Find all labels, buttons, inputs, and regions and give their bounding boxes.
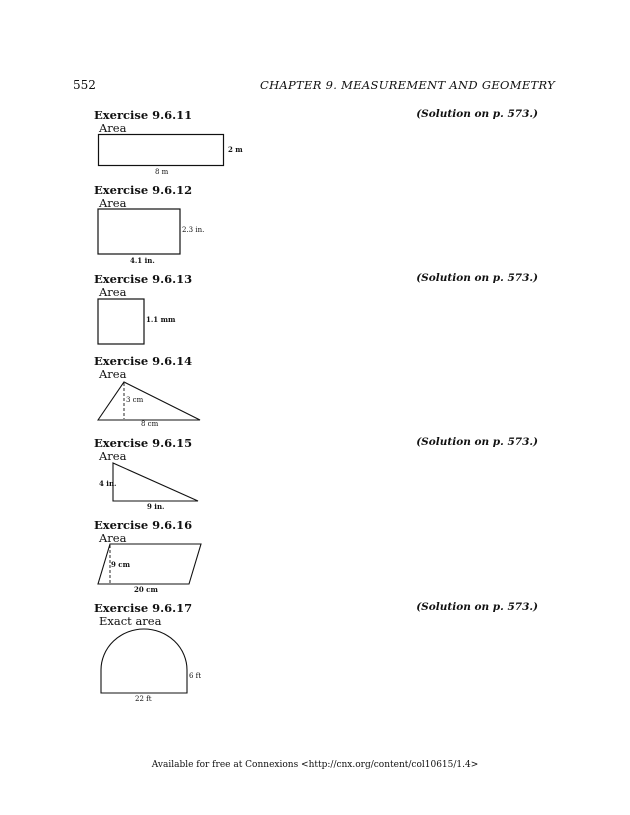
figure-right-triangle-9in (97, 462, 207, 514)
height-label: 2 m (228, 145, 243, 154)
exercise-title: Exercise 9.6.12 (94, 183, 193, 197)
figure-square-1-1mm (97, 298, 207, 346)
exercise-prompt: Area (99, 531, 127, 545)
height-label: 9 cm (111, 560, 130, 569)
solution-link[interactable]: (Solution on p. 573.) (416, 601, 538, 613)
rectangle-shape (97, 133, 257, 178)
rectangle-shape (97, 208, 227, 268)
exercise-title: Exercise 9.6.13 (94, 272, 193, 286)
exercise-title: Exercise 9.6.17 (94, 601, 193, 615)
exercise-9-6-11 (94, 108, 538, 135)
page-number: 552 (73, 78, 96, 92)
exercise-prompt: Area (99, 285, 127, 299)
exercise-9-6-13 (94, 272, 538, 299)
solution-link[interactable]: (Solution on p. 573.) (416, 108, 538, 120)
base-label: 9 in. (147, 502, 165, 511)
exercise-title: Exercise 9.6.14 (94, 354, 193, 368)
exercise-prompt: Exact area (99, 614, 162, 628)
arch-shape (97, 628, 217, 710)
height-label: 4 in. (99, 479, 117, 488)
figure-semicircle-rectangle (97, 628, 217, 710)
height-label: 3 cm (126, 396, 144, 404)
width-label: 4.1 in. (130, 256, 155, 265)
exercise-prompt: Area (99, 367, 127, 381)
base-label: 20 cm (134, 585, 158, 594)
exercise-prompt: Area (99, 121, 127, 135)
exercise-9-6-16 (94, 518, 538, 545)
exercise-9-6-12 (94, 183, 538, 210)
exercise-9-6-14 (94, 354, 538, 381)
solution-link[interactable]: (Solution on p. 573.) (416, 436, 538, 448)
figure-triangle-8cm (97, 378, 207, 430)
figure-rectangle-4-1in (97, 208, 227, 268)
figure-rectangle-8m (97, 133, 257, 178)
height-label: 6 ft (189, 672, 202, 680)
exercise-9-6-17 (94, 601, 538, 628)
side-label: 1.1 mm (146, 315, 176, 324)
height-label: 2.3 in. (182, 226, 205, 234)
footer-availability: Available for free at Connexions <http://cnx.org/content/col10615/1.4> (151, 760, 479, 770)
figure-parallelogram-20cm (97, 543, 207, 595)
exercise-title: Exercise 9.6.11 (94, 108, 193, 122)
exercise-prompt: Area (99, 196, 127, 210)
running-head: CHAPTER 9. MEASUREMENT AND GEOMETRY (259, 78, 555, 92)
exercise-9-6-15 (94, 436, 538, 463)
solution-link[interactable]: (Solution on p. 573.) (416, 272, 538, 284)
exercise-title: Exercise 9.6.15 (94, 436, 193, 450)
exercise-prompt: Area (99, 449, 127, 463)
width-label: 8 m (155, 168, 169, 176)
base-label: 22 ft (135, 695, 152, 703)
base-label: 8 cm (141, 420, 159, 428)
exercise-title: Exercise 9.6.16 (94, 518, 193, 532)
